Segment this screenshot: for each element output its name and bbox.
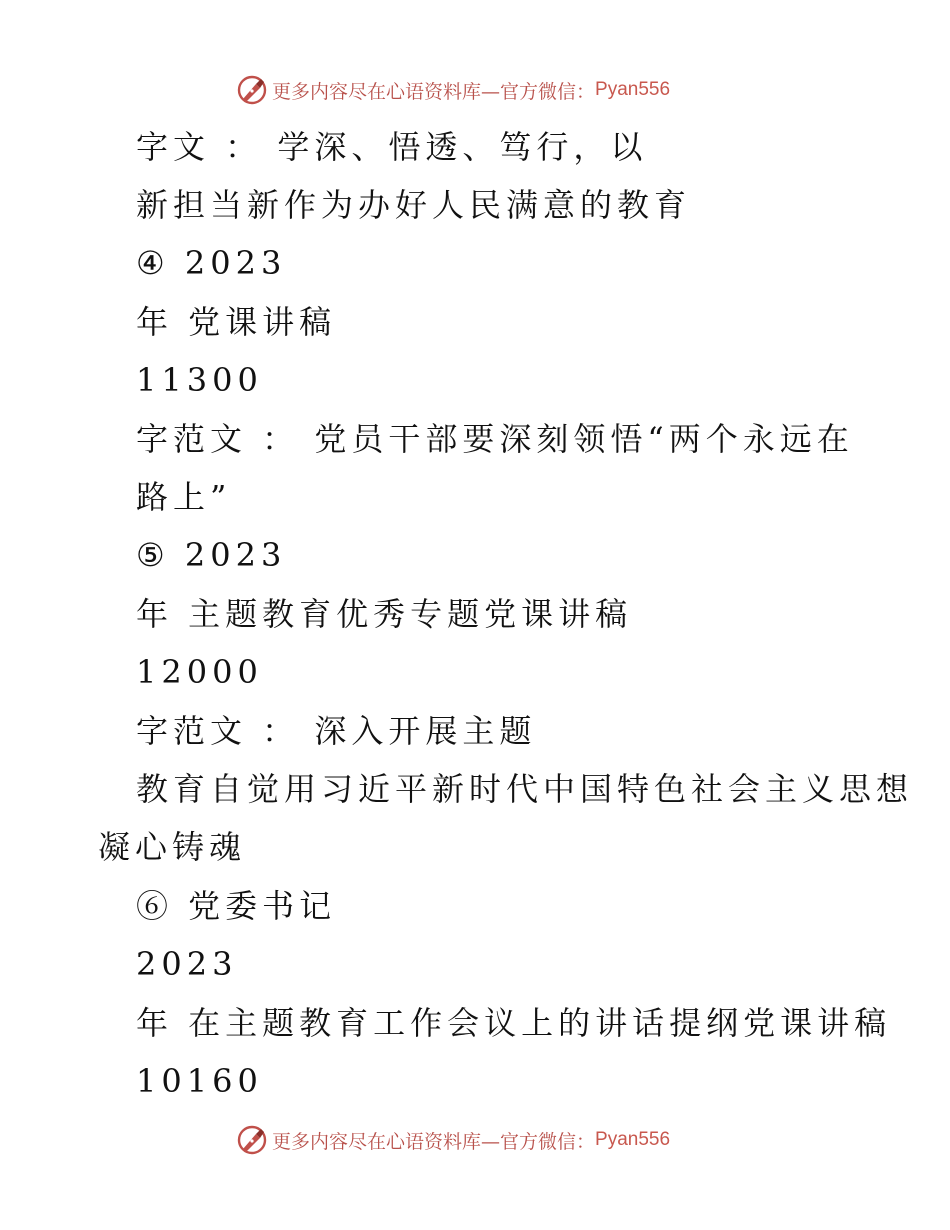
text-line: 新担当新作为办好人民满意的教育 [136,186,692,224]
text-line: 字文 ： 学深、悟透、笃行，以 [136,128,648,166]
text-line: 字范文 ： 深入开展主题 [136,712,537,750]
text-line: 路上” [136,478,232,516]
watermark-wechat-id: Pyan556 [595,79,671,100]
footer-watermark [236,1122,670,1158]
text-line: 字范文 ： 党员干部要深刻领悟“两个永远在 [136,420,854,458]
text-line: 年 党课讲稿 [136,303,337,341]
text-line: 2023 [136,945,238,983]
header-watermark [236,72,670,108]
pen-nib-logo-icon [236,1124,268,1156]
text-line: 年 主题教育优秀专题党课讲稿 [136,595,633,633]
text-line: 教育自觉用习近平新时代中国特色社会主义思想 [136,770,914,808]
text-line: 凝心铸魂 [98,828,247,866]
text-line: ⑥ 党委书记 [136,887,337,925]
watermark-wechat-id: Pyan556 [595,1129,671,1150]
text-line: 11300 [136,361,263,399]
text-line: ⑤ 2023 [136,536,287,574]
watermark-text: 更多内容尽在心语资料库—官方微信： [272,80,596,103]
pen-nib-logo-icon [236,74,268,106]
text-line: 12000 [136,653,263,691]
watermark-text: 更多内容尽在心语资料库—官方微信： [272,1130,596,1153]
text-line: 年 在主题教育工作会议上的讲话提纲党课讲稿 [136,1004,892,1042]
text-line: 10160 [136,1062,263,1100]
text-line: ④ 2023 [136,244,287,282]
